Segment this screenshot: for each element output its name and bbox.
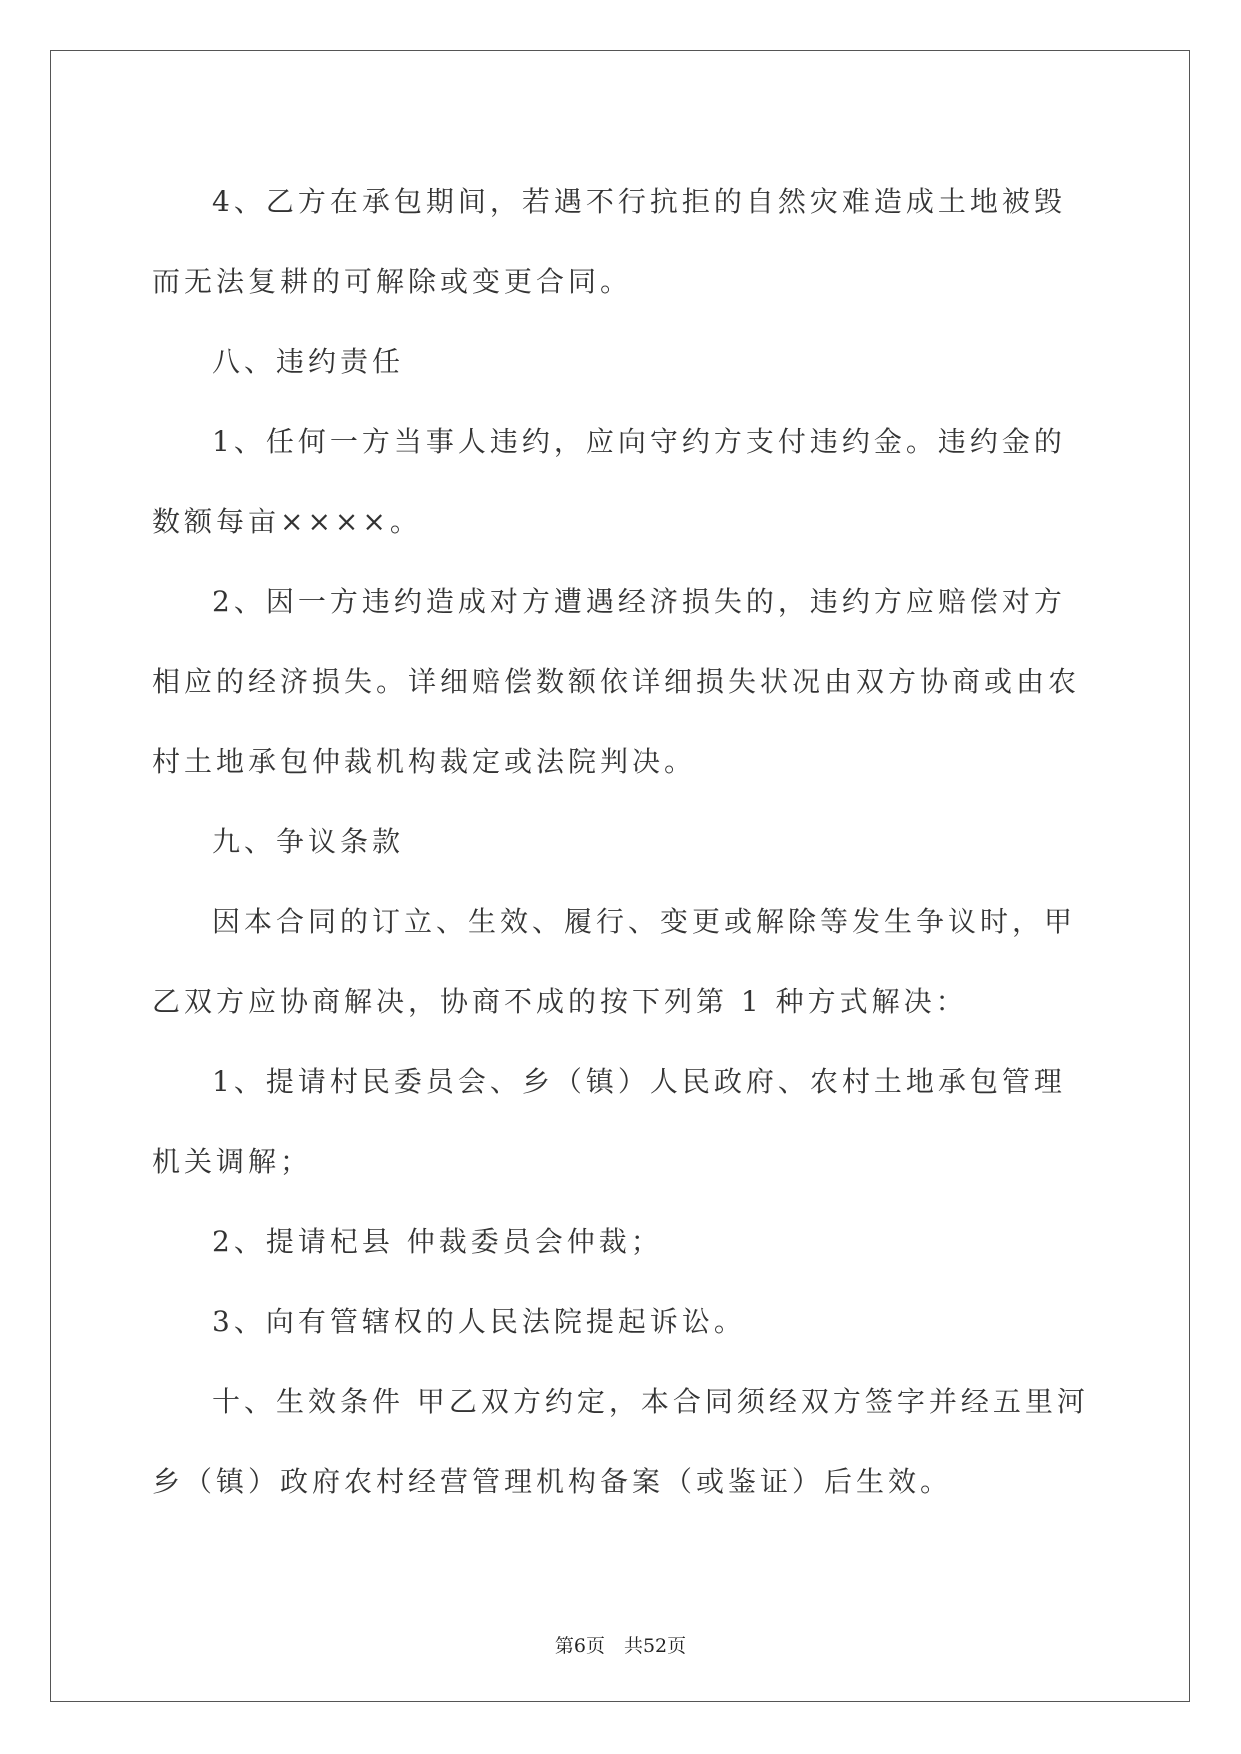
paragraph-breach-1: 1、任何一方当事人违约，应向守约方支付违约金。违约金的数额每亩××××。 (152, 425, 1066, 538)
paragraph-breach-2: 2、因一方违约造成对方遭遇经济损失的，违约方应赔偿对方相应的经济损失。详细赔偿数额依详细损失状况由双方协商或由农村土地承包仲裁机构裁定或法院判决。 (152, 585, 1081, 778)
document-body (152, 162, 1092, 1522)
paragraph-dispute-1: 1、提请村民委员会、乡（镇）人民政府、农村土地承包管理机关调解； (152, 1065, 1066, 1178)
paragraph-effective-conditions: 十、生效条件 甲乙双方约定，本合同须经双方签字并经五里河乡（镇）政府农村经营管理机构备案（或鉴证）后生效。 (152, 1385, 1089, 1498)
paragraph-dispute-intro: 因本合同的订立、生效、履行、变更或解除等发生争议时，甲乙双方应协商解决，协商不成的按下列第 1 种方式解决： (152, 905, 1077, 1018)
paragraph-dispute-2: 2、提请杞县 仲裁委员会仲裁； (212, 1225, 663, 1258)
paragraph-dispute-3: 3、向有管辖权的人民法院提起诉讼。 (212, 1305, 746, 1338)
paragraph-clause-4-force-majeure: 4、乙方在承包期间，若遇不行抗拒的自然灾难造成土地被毁而无法复耕的可解除或变更合同。 (152, 185, 1066, 298)
page-number-label: 第6页 共52页 (554, 1635, 687, 1657)
page-footer (0, 1631, 1241, 1658)
section-heading-breach: 八、违约责任 (212, 345, 405, 378)
section-heading-dispute: 九、争议条款 (212, 825, 405, 858)
